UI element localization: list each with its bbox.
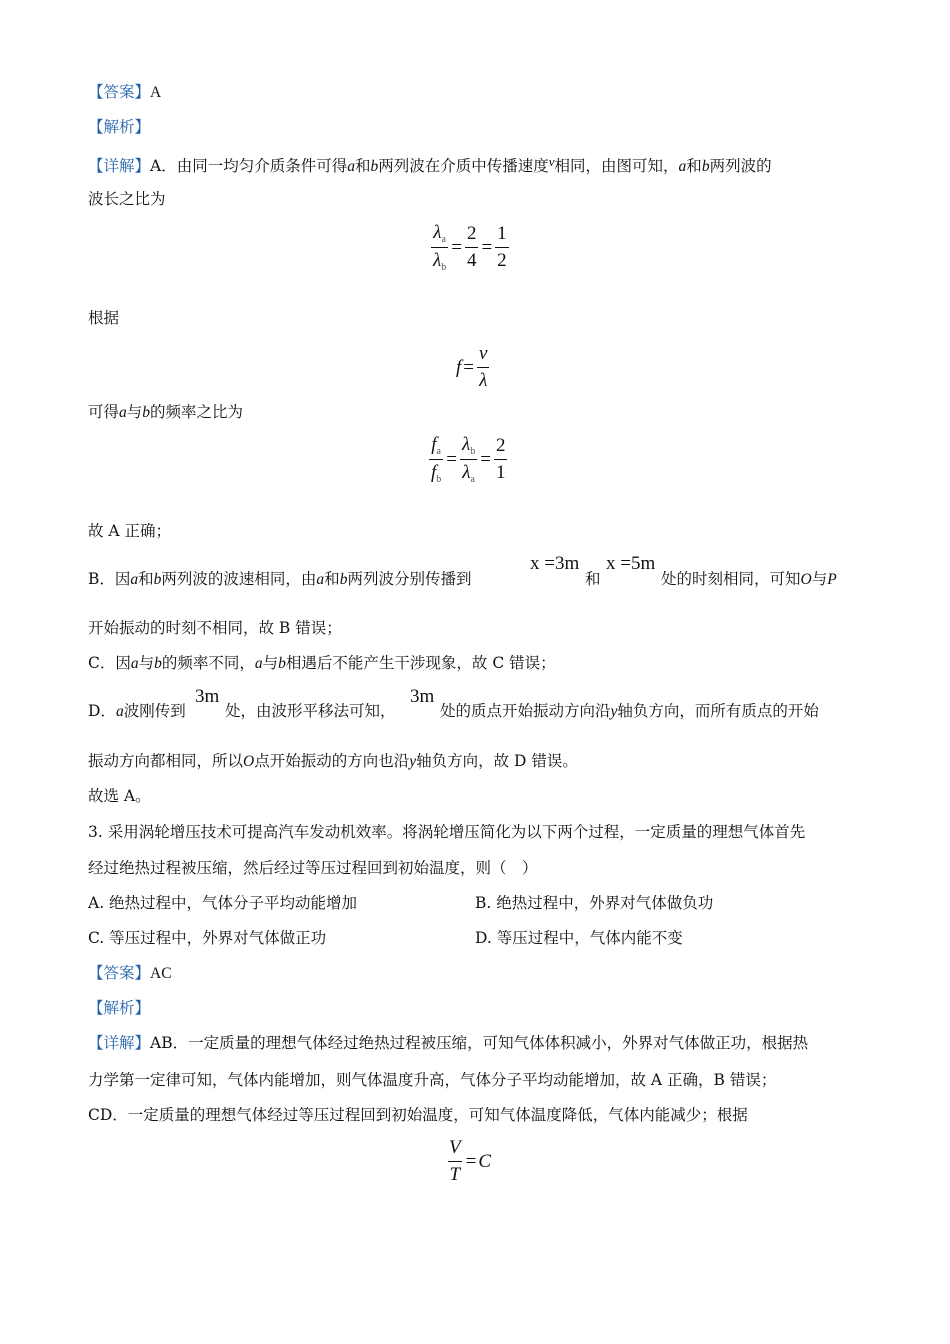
num: 2 <box>466 223 477 244</box>
detail-tag: 【详解】 <box>88 157 151 175</box>
answer-tag: 【答案】 <box>88 964 151 982</box>
var-c: C <box>478 1150 492 1172</box>
equation-wavelength-ratio <box>430 222 510 273</box>
question-3-stem-1: 3. 采用涡轮增压技术可提高汽车发动机效率。将涡轮增压简化为以下两个过程，一定质量的理想气体首先 <box>88 823 806 841</box>
text: 和 <box>686 157 702 175</box>
point-o: O <box>243 753 255 770</box>
detail-line-2: 波长之比为 <box>88 190 166 208</box>
var-v: V <box>449 1137 461 1158</box>
option-d-analysis <box>88 701 186 722</box>
text: 与 <box>138 654 155 672</box>
text: 两列波的 <box>709 157 772 175</box>
sub-b: b <box>441 262 447 273</box>
option-a: A. 绝热过程中，气体分子平均动能增加 <box>88 894 358 912</box>
text: 的频率之比为 <box>150 403 244 421</box>
text: 和 <box>354 157 371 175</box>
fraction <box>460 434 477 485</box>
text: 处的时刻相同，可知 <box>661 570 801 588</box>
answer-value: A <box>150 84 162 101</box>
text: AB．一定质量的理想气体经过绝热过程被压缩，可知气体体积减小，外界对气体做正功，根据热 <box>150 1034 809 1052</box>
text: 和 <box>585 570 601 588</box>
text: D． <box>88 702 116 720</box>
den: 1 <box>494 459 508 484</box>
detail-cd-line-1: CD．一定质量的理想气体经过等压过程回到初始温度，可知气体温度降低，气体内能减少；根据 <box>88 1106 748 1124</box>
answer-value: AC <box>150 965 172 982</box>
var-f: f <box>456 356 462 378</box>
analysis-tag: 【解析】 <box>88 999 151 1017</box>
question-3-stem-2: 经过绝热过程被压缩，然后经过等压过程回到初始温度，则（ ） <box>88 859 538 877</box>
option-d: D. 等压过程中，气体内能不变 <box>475 929 683 947</box>
text: 相遇后不能产生干涉现象，故 C 错误； <box>285 654 556 672</box>
equation-frequency-ratio <box>428 434 508 485</box>
var-a: a <box>254 655 263 672</box>
detail-ab-line-2: 力学第一定律可知，气体内能增加，则气体温度升高，气体分子平均动能增加，故 A 正确，B 错误； <box>88 1071 777 1089</box>
option-d-analysis-line2 <box>88 751 578 772</box>
answer-line <box>88 82 161 103</box>
den: 4 <box>465 247 479 272</box>
text: 点开始振动的方向也沿 <box>254 752 410 770</box>
text: 与 <box>126 403 143 421</box>
detail-tag: 【详解】 <box>88 1034 151 1052</box>
var-y: y <box>610 703 618 720</box>
text: 可得 <box>88 403 120 421</box>
var-v: v <box>548 154 555 169</box>
equals: = <box>481 236 493 258</box>
text: 处，由波形平移法可知， <box>225 702 396 720</box>
a-correct-line: 故 A 正确； <box>88 522 172 540</box>
equation-frequency <box>456 343 490 392</box>
point-o: O <box>800 571 812 588</box>
text: 振动方向都相同，所以 <box>88 752 244 770</box>
var-a: a <box>678 158 687 175</box>
var-f: f <box>431 434 437 455</box>
var-a: a <box>316 571 325 588</box>
option-b-analysis-tail <box>661 569 837 590</box>
num: 1 <box>497 223 507 244</box>
equation-gas-law <box>446 1137 491 1186</box>
formula-3m: 3m <box>195 686 220 707</box>
num: 2 <box>495 435 506 456</box>
var-b: b <box>370 158 379 175</box>
lambda: λ <box>462 462 471 483</box>
var-v: v <box>479 343 488 364</box>
var-a: a <box>115 703 124 720</box>
sub-a: a <box>470 474 475 485</box>
text: 轴负方向，而所有质点的开始 <box>617 702 819 720</box>
formula-x3: x =3m <box>530 553 580 574</box>
fraction <box>429 434 443 485</box>
option-d-analysis-tail <box>440 701 819 722</box>
detail-ab-line-1 <box>88 1033 808 1053</box>
var-f: f <box>431 462 437 483</box>
fraction <box>494 435 508 484</box>
var-b: b <box>153 571 162 588</box>
var-b: b <box>339 571 348 588</box>
var-a: a <box>347 158 355 175</box>
text: A．由同一均匀介质条件可得 <box>150 157 348 175</box>
formula-3m: 3m <box>410 686 435 707</box>
formula-x5: x =5m <box>606 553 656 574</box>
lambda: λ <box>462 434 471 455</box>
text: 的频率不同， <box>161 654 255 672</box>
lambda: λ <box>433 250 442 271</box>
equals: = <box>446 448 457 470</box>
fraction <box>477 343 489 392</box>
lambda: λ <box>479 370 488 391</box>
point-p: P <box>827 571 837 588</box>
option-b: B. 绝热过程中，外界对气体做负功 <box>475 894 714 912</box>
text: B．因 <box>88 570 131 588</box>
sub-b: b <box>470 446 476 457</box>
fraction <box>495 223 509 272</box>
genju-line: 根据 <box>88 309 120 327</box>
text: 两列波分别传播到 <box>347 570 472 588</box>
detail-line-1 <box>88 152 772 177</box>
ratio-line <box>88 402 243 423</box>
var-a: a <box>130 655 139 672</box>
fraction <box>431 222 448 273</box>
var-y: y <box>409 753 417 770</box>
fraction <box>447 1137 463 1186</box>
option-b-analysis-line2: 开始振动的时刻不相同，故 B 错误； <box>88 619 342 637</box>
text: 与 <box>811 570 828 588</box>
option-c-analysis <box>88 653 556 674</box>
option-c: C. 等压过程中，外界对气体做正功 <box>88 929 327 947</box>
equals: = <box>480 448 491 470</box>
text: 和 <box>138 570 154 588</box>
text: 相同，由图可知， <box>554 157 679 175</box>
option-b-analysis <box>88 569 471 590</box>
fraction <box>465 223 479 272</box>
text: 波刚传到 <box>123 702 186 720</box>
var-b: b <box>154 655 162 672</box>
den: 2 <box>495 247 509 272</box>
choose-line: 故选 A。 <box>88 787 151 805</box>
analysis-tag: 【解析】 <box>88 118 151 136</box>
text: 处的质点开始振动方向沿 <box>440 702 611 720</box>
var-b: b <box>701 158 710 175</box>
sub-a: a <box>441 234 446 245</box>
text: 轴负方向，故 D 错误。 <box>416 752 578 770</box>
answer-tag: 【答案】 <box>88 83 151 101</box>
var-b: b <box>278 655 286 672</box>
sub-b: b <box>436 474 442 485</box>
var-t: T <box>449 1164 461 1185</box>
equals: = <box>451 236 462 258</box>
sub-a: a <box>436 446 441 457</box>
lambda: λ <box>433 222 442 243</box>
answer-line <box>88 963 172 984</box>
var-b: b <box>142 404 151 421</box>
var-a: a <box>130 571 139 588</box>
text: C．因 <box>88 654 131 672</box>
text: 两列波在介质中传播速度 <box>378 157 549 175</box>
var-a: a <box>119 404 127 421</box>
equals: = <box>463 356 474 378</box>
text: 和 <box>324 570 340 588</box>
text: 两列波的波速相同，由 <box>161 570 317 588</box>
text: 与 <box>262 654 279 672</box>
equals: = <box>465 1150 477 1172</box>
